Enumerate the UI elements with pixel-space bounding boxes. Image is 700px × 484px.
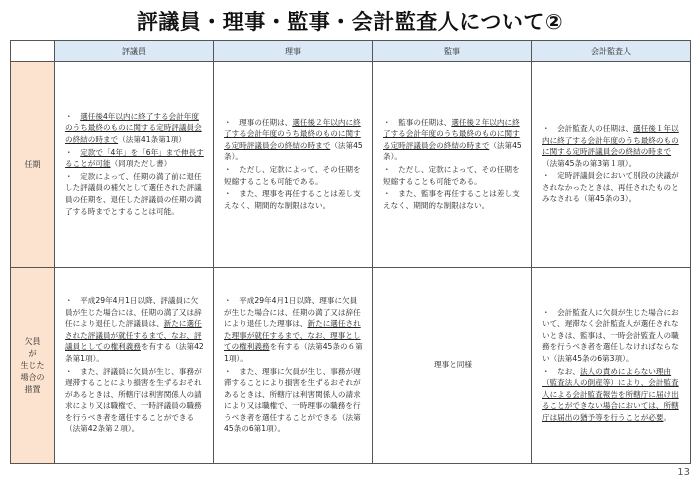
cell-term-director [214, 62, 373, 268]
row-label-vacancy-line: 生じた [20, 360, 45, 370]
cell-paragraph [542, 366, 682, 424]
row-label-vacancy-line: 場合の [20, 372, 45, 382]
cell-text: ・ ただし、定款によって、その任期を短縮することも可能である。 [224, 165, 361, 186]
page-number: 13 [677, 467, 690, 478]
cell-text: を有する（法第45条の６第1項）。 [224, 342, 363, 363]
page-title: 評議員・理事・監事・会計監査人について② [136, 10, 564, 34]
cell-text: ・ なお、 [542, 366, 580, 376]
cell-paragraph [224, 117, 364, 163]
cell-vacancy-councilor [55, 268, 214, 464]
cell-paragraph [65, 366, 205, 436]
cell-text: ・ 平成29年4月1日以降、理事に欠員が生じた場合には、任期の満了又は辞任により退任した理事は、 [224, 295, 361, 329]
cell-text: ・ [65, 111, 81, 121]
cell-term-councilor [55, 62, 214, 268]
cell-text: ・ 理事の任期は、 [224, 117, 293, 127]
header-row [11, 41, 691, 62]
header-councilor: 評議員 [55, 41, 214, 62]
cell-text: ・ 平成29年4月1日以降、評議員に欠員が生じた場合には、任期の満了又は辞任により退任した評議員は、 [65, 295, 202, 329]
cell-paragraph [65, 295, 205, 365]
header-director: 理事 [214, 41, 373, 62]
cell-paragraph [224, 295, 364, 365]
comparison-table [10, 40, 691, 464]
cell-text: （同項ただし書） [110, 159, 172, 169]
cell-text: ・ 会計監査人の任期は、 [542, 123, 634, 133]
cell-text: ・ 監事の任期は、 [383, 117, 452, 127]
underlined-text: 選任後１年以内に終了する会計年度のうち最終のものに関する定時評議員会の終結の時まで [542, 123, 679, 157]
cell-paragraph [65, 147, 205, 170]
row-term [11, 62, 691, 268]
cell-text: 。 [663, 412, 672, 422]
cell-text: （法第45条）。 [224, 140, 363, 162]
underlined-text: 選任後２年以内に終了する会計年度のうち最終のものに関する定時評議員会の終結の時まで [383, 117, 520, 150]
cell-text: を有する（法第42条第1項）。 [65, 342, 204, 363]
header-auditor: 監事 [373, 41, 532, 62]
row-label-vacancy-line: が [28, 348, 37, 358]
cell-paragraph [224, 188, 364, 211]
cell-text: ・ また、理事に欠員が生じ、事務が遅滞することにより損害を生ずるおそれがあるときは、所轄庁は利害関係人の請求により又は職権で、一時理事の職務を行うべき者を選任することができる（法第45条の6第1項）。 [224, 366, 361, 434]
cell-vacancy-accounting-auditor [532, 268, 691, 464]
cell-text: ・ [65, 147, 81, 157]
cell-paragraph [383, 164, 523, 187]
cell-text: （法第45条）。 [383, 140, 522, 162]
underlined-text: 定款で「4年」を「6年」まで伸長することが可能 [65, 147, 204, 169]
header-accounting-auditor: 会計監査人 [532, 41, 691, 62]
cell-text: ・ ただし、定款によって、その任期を短縮することも可能である。 [383, 165, 520, 186]
cell-paragraph [542, 123, 682, 169]
cell-text: ・ 定時評議員会において別段の決議がされなかったときは、再任されたものとみなされる（第45条の3）。 [542, 171, 679, 204]
row-vacancy [11, 268, 691, 464]
cell-text: （法第41条第1項） [118, 135, 186, 145]
cell-text: （法第45条の第3第１項）。 [542, 158, 637, 168]
cell-paragraph [224, 164, 364, 187]
underlined-text: 新たに選任された評議員が就任するまで、なお、評議員としての権利義務 [65, 319, 202, 352]
underlined-text: 選任後4年以内に終了する会計年度のうち最終のものに関する定時評議員会の終結の時まで [65, 111, 202, 145]
cell-text: ・ また、評議員に欠員が生じ、事務が遅滞することにより損害を生ずるおそれがあるときは、所轄庁は利害関係人の請求により又は職権で、一時評議員の職務を行うべき者を選任することができる（法第42条第２項）。 [65, 366, 202, 434]
cell-paragraph [383, 117, 523, 163]
cell-term-accounting-auditor [532, 62, 691, 268]
cell-term-auditor [373, 62, 532, 268]
row-label-vacancy-line: 措置 [24, 384, 41, 394]
cell-text: ・ また、理事を再任することは差し支えなく、期間的な制限はない。 [224, 189, 361, 210]
cell-paragraph [542, 307, 682, 365]
cell-paragraph [383, 359, 523, 371]
cell-text: ・ 会計監査人に欠員が生じた場合において、遅滞なく会計監査人が選任されないときは、監事は、一時会計監査人の職務を行うべき者を選任しなければならない（法第45条の6第3項）。 [542, 307, 679, 363]
cell-paragraph [65, 171, 205, 217]
cell-paragraph [65, 111, 205, 146]
underlined-text: 法人の責めによらない理由（監査法人の倒産等）により、会計監査人による会計監査報告を所轄庁に届け出ることができない場合においては、所轄庁は届出の猶予等を行うことが必要 [542, 366, 679, 422]
underlined-text: 選任後２年以内に終了する会計年度のうち最終のものに関する定時評議員会の終結の時まで [224, 117, 361, 150]
cell-vacancy-auditor [373, 268, 532, 464]
cell-vacancy-director [214, 268, 373, 464]
row-label-term: 任期 [11, 62, 55, 268]
cell-paragraph [383, 188, 523, 211]
underlined-text: 新たに選任された理事が就任するまで、なお、理事としての権利義務 [224, 319, 361, 352]
cell-paragraph [542, 170, 682, 205]
cell-paragraph [224, 366, 364, 436]
corner-cell [11, 41, 55, 62]
cell-text: ・ また、監事を再任することは差し支えなく、期間的な制限はない。 [383, 189, 520, 210]
cell-text: ・ 定款によって、任期の満了前に退任した評議員の補欠として選任された評議員の任期を、退任した評議員の任期の満了する時までとすることは可能。 [65, 171, 202, 216]
row-label-vacancy-line: 欠員 [24, 336, 41, 346]
row-label-vacancy [11, 268, 55, 464]
cell-text: 理事と同様 [434, 360, 472, 370]
